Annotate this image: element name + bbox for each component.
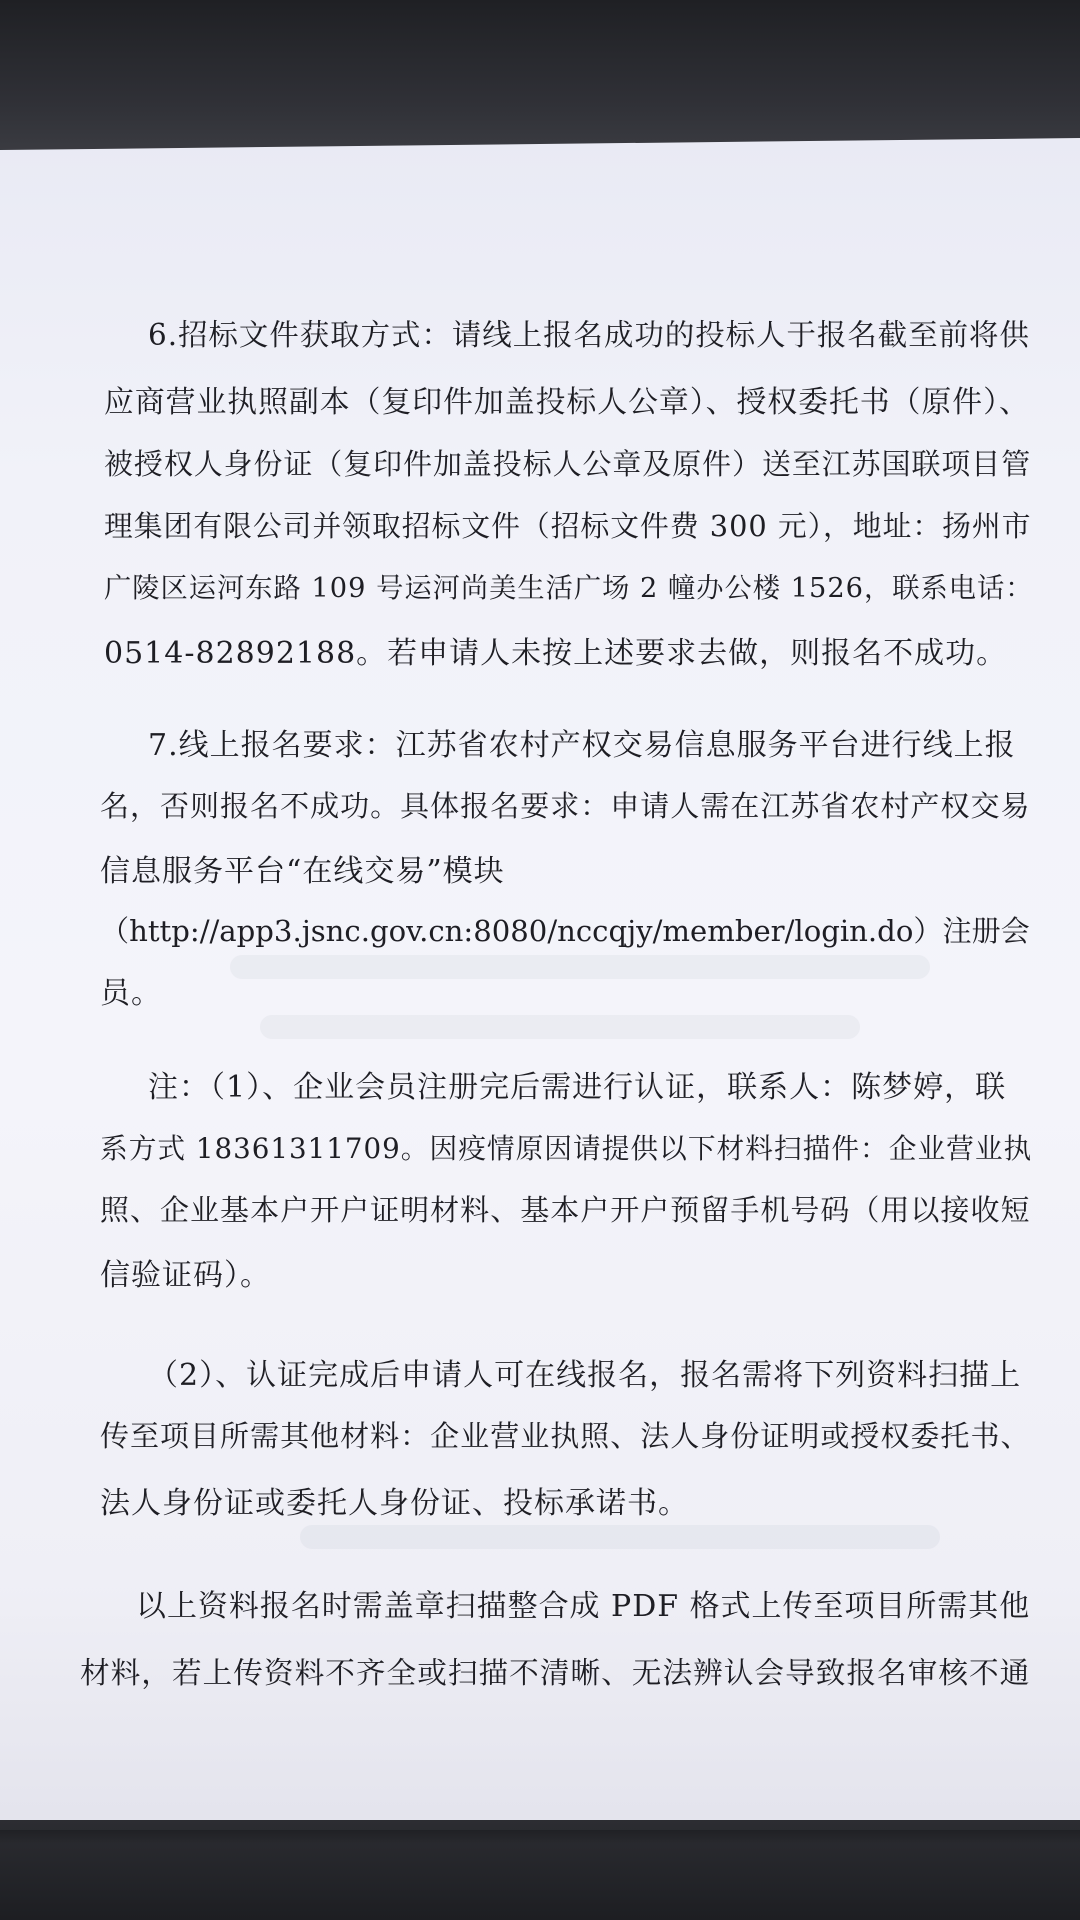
paragraph-6-line-2: 应商营业执照副本（复印件加盖投标人公章）、授权委托书（原件）、 <box>104 385 1030 420</box>
final-paragraph-line-2: 材料，若上传资料不齐全或扫描不清晰、无法辨认会导致报名审核不通 <box>80 1655 1031 1690</box>
note-2-line-1: （2）、认证完成后申请人可在线报名，报名需将下列资料扫描上 <box>148 1358 1022 1393</box>
paragraph-7-url-line: （http://app3.jsnc.gov.cn:8080/nccqjy/member/login.do）注册会 <box>100 914 1030 948</box>
note-1-line-2: 系方式 18361311709。因疫情原因请提供以下材料扫描件：企业营业执 <box>100 1132 1033 1165</box>
paragraph-7-line-1: 7.线上报名要求：江苏省农村产权交易信息服务平台进行线上报 <box>148 728 1016 763</box>
note-2-line-3: 法人身份证或委托人身份证、投标承诺书。 <box>100 1486 689 1521</box>
paragraph-6-line-6: 0514-82892188。若申请人未按上述要求去做，则报名不成功。 <box>104 636 1008 671</box>
note-1-line-3: 照、企业基本户开户证明材料、基本户开户预留手机号码（用以接收短 <box>100 1193 1031 1227</box>
note-1-line-4: 信验证码）。 <box>100 1258 271 1293</box>
note-1-line-1: 注：（1）、企业会员注册完后需进行认证，联系人：陈梦婷，联 <box>148 1070 1007 1105</box>
final-paragraph-line-1: 以上资料报名时需盖章扫描整合成 PDF 格式上传至项目所需其他 <box>136 1589 1031 1624</box>
paragraph-7-line-5: 员。 <box>100 976 162 1011</box>
paragraph-6-line-3: 被授权人身份证（复印件加盖投标人公章及原件）送至江苏国联项目管 <box>104 447 1032 481</box>
paragraph-6-line-1: 6.招标文件获取方式：请线上报名成功的投标人于报名截至前将供 <box>148 318 1030 352</box>
paragraph-7-line-3: 信息服务平台“在线交易”模块 <box>100 854 505 889</box>
paragraph-7-line-2: 名，否则报名不成功。具体报名要求：申请人需在江苏省农村产权交易 <box>100 789 1031 823</box>
note-2-line-2: 传至项目所需其他材料：企业营业执照、法人身份证明或授权委托书、 <box>100 1419 1031 1453</box>
paragraph-6-line-4: 理集团有限公司并领取招标文件（招标文件费 300 元），地址：扬州市 <box>104 509 1032 543</box>
paragraph-6-line-5: 广陵区运河东路 109 号运河尚美生活广场 2 幢办公楼 1526，联系电话： <box>104 573 1034 604</box>
